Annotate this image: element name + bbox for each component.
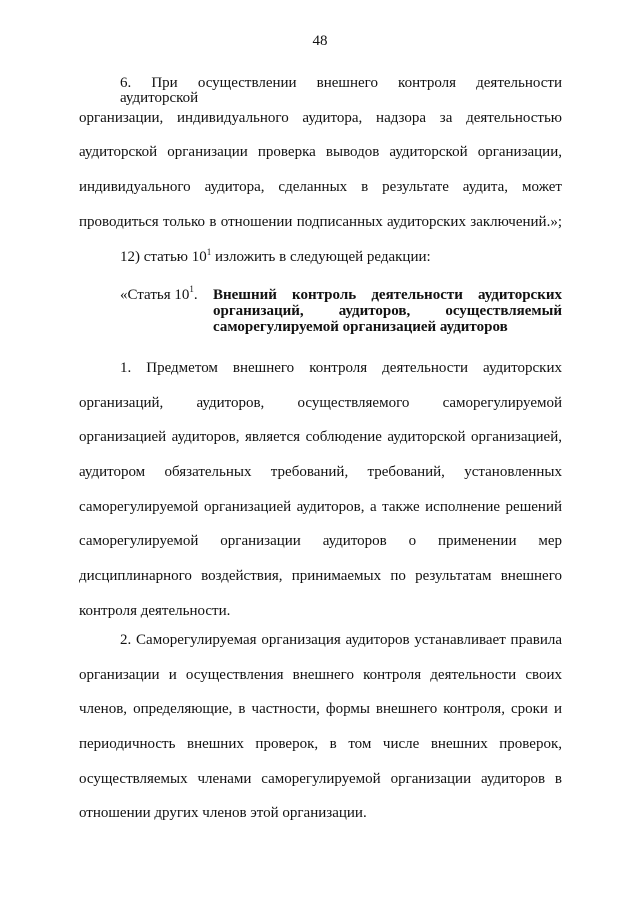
paragraph-2	[79, 633, 562, 821]
article-title-line: организаций, аудиторов, осуществляемый	[213, 303, 562, 319]
text-line	[79, 247, 562, 265]
article-label-prefix: «Статья 10	[120, 287, 190, 303]
text-line: организацией аудиторов, является соблюдение аудиторской организацией,	[79, 429, 562, 446]
text-line: индивидуального аудитора, сделанных в результате аудита, может	[79, 179, 562, 196]
text-line: отношении других членов этой организации.	[79, 805, 367, 822]
item-12	[79, 247, 562, 265]
text-line: 6. При осуществлении внешнего контроля деятельности аудиторской	[120, 75, 562, 106]
text-line: организаций, аудиторов, осуществляемого саморегулируемой	[79, 394, 562, 411]
text-line: проводиться только в отношении подписанных аудиторских заключений.»;	[79, 213, 562, 230]
text-line: осуществляемых членами саморегулируемой организации аудиторов в	[79, 770, 562, 787]
paragraph-6	[79, 76, 562, 230]
article-title-line: саморегулируемой организацией аудиторов	[213, 319, 508, 335]
paragraph-1	[79, 361, 562, 619]
text-line: саморегулируемой организацией аудиторов, а также исполнение решений	[79, 498, 562, 515]
item-12-after: изложить в следующей редакции:	[211, 249, 431, 265]
article-label	[120, 284, 198, 303]
text-line: членов, определяющие, в частности, формы внешнего контроля, сроки и	[79, 701, 562, 718]
text-line: периодичность внешних проверок, в том числе внешних проверок,	[79, 736, 562, 753]
text-line: аудиторской организации проверка выводов аудиторской организации,	[79, 144, 562, 161]
page-number: 48	[312, 33, 328, 49]
text-line: саморегулируемой организации аудиторов о применении мер	[79, 533, 562, 550]
text-line: организации и осуществления внешнего контроля деятельности своих	[79, 666, 562, 683]
article-label-suffix: .	[193, 287, 198, 303]
article-title-line: Внешний контроль деятельности аудиторских	[213, 287, 562, 303]
text-line: 2. Саморегулируемая организация аудиторов устанавливает правила	[120, 632, 562, 648]
item-12-before: 12) статью 10	[120, 249, 207, 265]
text-line: аудитором обязательных требований, требований, установленных	[79, 464, 562, 481]
article-title	[213, 287, 562, 335]
text-line: дисциплинарного воздействия, принимаемых по результатам внешнего	[79, 568, 562, 585]
article-label-superscript: 1	[189, 284, 194, 294]
text-line: контроля деятельности.	[79, 602, 231, 619]
text-line: 1. Предметом внешнего контроля деятельности аудиторских	[120, 360, 562, 376]
item-12-superscript: 1	[206, 247, 212, 257]
text-line: организации, индивидуального аудитора, надзора за деятельностью	[79, 109, 562, 126]
